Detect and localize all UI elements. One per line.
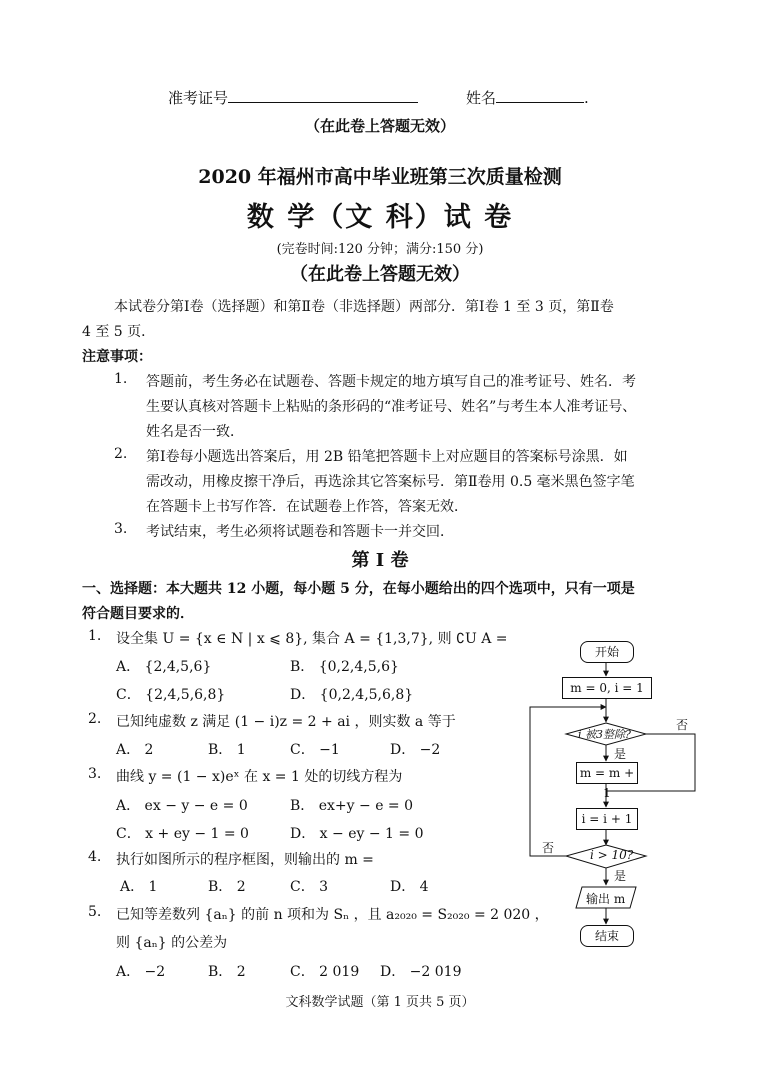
- note-2-line-3: 在答题卡上书写作答．在试题卷上作答，答案无效．: [146, 499, 468, 515]
- q3-option-c[interactable]: C． x + ey − 1 = 0: [116, 826, 249, 842]
- q1-option-b[interactable]: B． {0,2,4,5,6}: [290, 659, 399, 675]
- flowchart-output: 输出 m: [586, 892, 626, 906]
- flowchart-step2: i = i + 1: [576, 808, 638, 830]
- note-1-line-2: 生要认真核对答题卡上粘贴的条形码的“准考证号、姓名”与考生本人准考证号、: [146, 399, 637, 415]
- flowchart-no2: 否: [542, 841, 555, 855]
- q2-option-c[interactable]: C． −1: [290, 742, 340, 758]
- note-1-num: 1.: [114, 371, 128, 387]
- q5-option-d[interactable]: D． −2 019: [380, 964, 462, 980]
- q2-option-b[interactable]: B． 1: [208, 742, 246, 758]
- q5-option-c[interactable]: C． 2 019: [290, 964, 360, 980]
- title-invalid-note: （在此卷上答题无效）: [290, 264, 470, 285]
- exam-number-label: 准考证号: [168, 89, 229, 107]
- flowchart-start: 开始: [580, 641, 634, 663]
- q4-option-a[interactable]: A． 1: [120, 879, 158, 895]
- subject-title: 数 学（文 科）试 卷: [246, 202, 514, 233]
- q5-num: 5.: [88, 904, 102, 920]
- flowchart-yes1: 是: [614, 747, 627, 761]
- q2-option-a[interactable]: A． 2: [116, 742, 154, 758]
- time-info: (完卷时间:120 分钟；满分:150 分): [276, 242, 484, 257]
- note-2-num: 2.: [114, 446, 128, 462]
- q5-stem-line-2: 则 {aₙ} 的公差为: [116, 935, 228, 951]
- note-1-line-1: 答题前，考生务必在试题卷、答题卡规定的地方填写自己的准考证号、姓名．考: [146, 374, 636, 390]
- q1-num: 1.: [88, 628, 102, 644]
- exam-title: 2020 年福州市高中毕业班第三次质量检测: [198, 166, 562, 188]
- q3-option-a[interactable]: A． ex − y − e = 0: [116, 798, 248, 814]
- exam-number-field: [168, 86, 418, 108]
- part1-heading-line-2: 符合题目要求的．: [82, 606, 194, 622]
- q4-option-c[interactable]: C． 3: [290, 879, 329, 895]
- note-1-line-3: 姓名是否一致．: [146, 424, 244, 440]
- q5-option-a[interactable]: A． −2: [116, 964, 166, 980]
- name-end-dot: .: [584, 89, 589, 107]
- note-3-num: 3.: [114, 521, 128, 537]
- q4-option-b[interactable]: B． 2: [208, 879, 246, 895]
- flowchart-end: 结束: [580, 925, 634, 947]
- q2-stem: 已知纯虚数 z 满足 (1 − i)z = 2 + ai ，则实数 a 等于: [116, 714, 456, 730]
- q4-num: 4.: [88, 849, 102, 865]
- flowchart-cond1: i 被3整除?: [578, 728, 631, 741]
- q2-num: 2.: [88, 711, 102, 727]
- intro-line-1: 本试卷分第Ⅰ卷（选择题）和第Ⅱ卷（非选择题）两部分．第Ⅰ卷 1 至 3 页，第Ⅱ卷: [114, 299, 614, 315]
- q5-option-b[interactable]: B． 2: [208, 964, 246, 980]
- flowchart-init: m = 0, i = 1: [562, 677, 652, 699]
- q1-option-a[interactable]: A． {2,4,5,6}: [116, 659, 212, 675]
- notes-heading: 注意事项：: [82, 349, 152, 365]
- q3-stem: 曲线 y = (1 − x)eˣ 在 x = 1 处的切线方程为: [116, 769, 403, 785]
- header-invalid-note: （在此卷上答题无效）: [304, 117, 455, 135]
- intro-line-2: 4 至 5 页．: [82, 324, 156, 340]
- note-3-line-1: 考试结束，考生必须将试题卷和答题卡一并交回．: [146, 524, 454, 540]
- q3-option-b[interactable]: B． ex+y − e = 0: [290, 798, 414, 814]
- flowchart-cond2: i > 10?: [590, 848, 634, 862]
- q1-stem: 设全集 U = {x ∈ N | x ⩽ 8}, 集合 A = {1,3,7}, 则 ∁U A =: [116, 631, 508, 647]
- q2-option-d[interactable]: D． −2: [390, 742, 441, 758]
- q4-stem: 执行如图所示的程序框图，则输出的 m =: [116, 852, 374, 868]
- flowchart-step1: m = m + 1: [576, 762, 638, 784]
- note-2-line-2: 需改动，用橡皮擦干净后，再选涂其它答案标号．第Ⅱ卷用 0.5 毫米黑色签字笔: [146, 474, 635, 490]
- name-field: [466, 86, 589, 108]
- q3-option-d[interactable]: D． x − ey − 1 = 0: [290, 826, 424, 842]
- page-footer: 文科数学试题（第 1 页共 5 页）: [285, 995, 475, 1010]
- q1-option-d[interactable]: D． {0,2,4,5,6,8}: [290, 687, 414, 703]
- name-blank[interactable]: [496, 86, 584, 103]
- name-label: 姓名: [466, 89, 497, 107]
- q4-option-d[interactable]: D． 4: [390, 879, 429, 895]
- volume-title: 第 Ⅰ 卷: [351, 550, 409, 571]
- q5-stem: 已知等差数列 {aₙ} 的前 n 项和为 Sₙ ，且 a₂₀₂₀ = S₂₀₂₀ = 2 020 ，: [116, 907, 549, 923]
- flowchart: [520, 635, 710, 955]
- q3-num: 3.: [88, 766, 102, 782]
- q1-option-c[interactable]: C． {2,4,5,6,8}: [116, 687, 226, 703]
- note-2-line-1: 第Ⅰ卷每小题选出答案后，用 2B 铅笔把答题卡上对应题目的答案标号涂黑．如: [146, 449, 628, 465]
- flowchart-no1: 否: [676, 718, 689, 732]
- part1-heading-line-1: 一、选择题：本大题共 12 小题，每小题 5 分，在每小题给出的四个选项中，只有一项是: [82, 581, 635, 597]
- flowchart-yes2: 是: [614, 869, 627, 883]
- exam-number-blank[interactable]: [228, 86, 418, 103]
